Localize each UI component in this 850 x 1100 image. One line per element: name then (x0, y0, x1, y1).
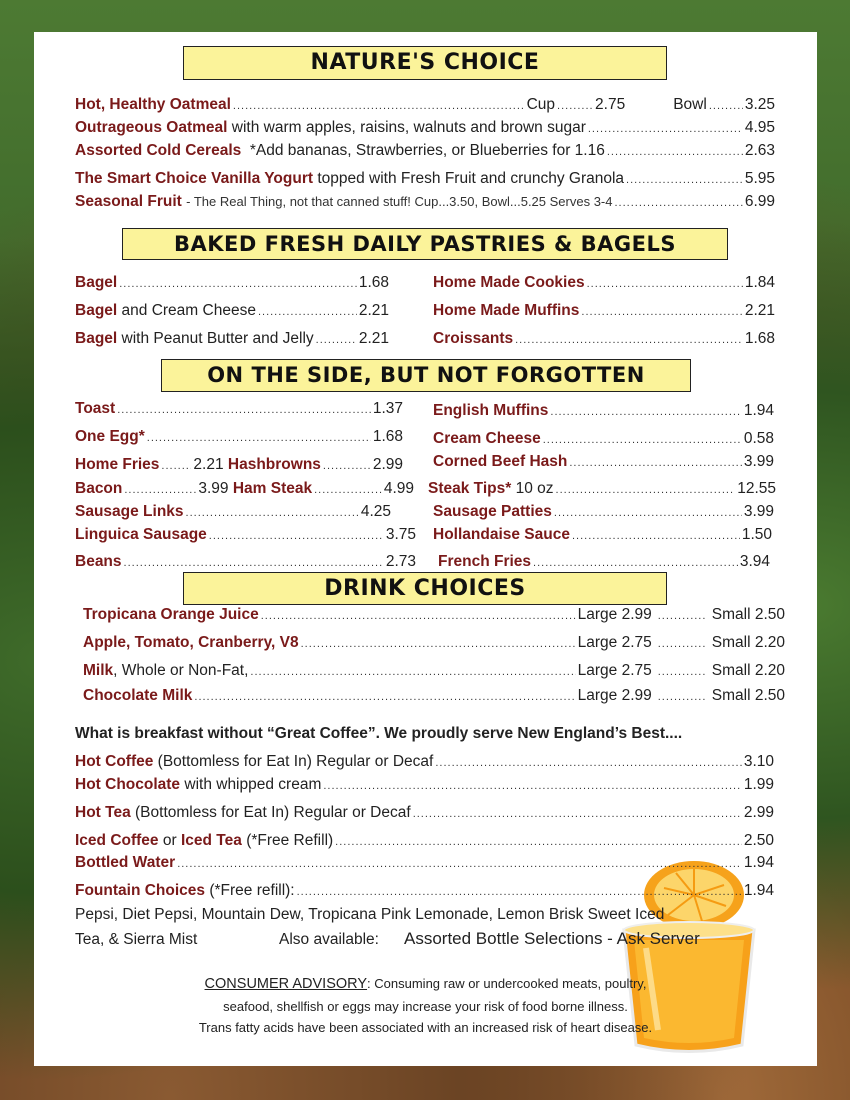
drink-item-hot-coffee (75, 753, 774, 771)
sides-header: ON THE SIDE, BUT NOT FORGOTTEN (161, 359, 691, 392)
cup-label: Cup (526, 96, 556, 113)
item-name: Hot, Healthy Oatmeal (75, 96, 231, 113)
item-desc: topped with Fresh Fruit and crunchy Granola (317, 170, 625, 187)
side-item-home-fries (75, 456, 403, 474)
menu-item-yogurt (75, 170, 775, 188)
item-name: English Muffins (433, 402, 549, 419)
dot-leader (435, 757, 741, 769)
item-price: 1.94 (743, 882, 774, 899)
item-desc: (Bottomless for Eat In) Regular or Decaf (157, 753, 434, 770)
item-price: 1.68 (372, 428, 403, 445)
item-price: 1.37 (372, 400, 403, 417)
item-name: Ham Steak (232, 480, 313, 497)
dot-leader (607, 146, 743, 158)
item-name: Linguica Sausage (75, 526, 207, 543)
pastries-header: BAKED FRESH DAILY PASTRIES & BAGELS (122, 228, 728, 260)
item-name: Corned Beef Hash (433, 453, 568, 470)
item-name: The Smart Choice Vanilla Yogurt (75, 170, 314, 187)
item-price: 3.99 (743, 503, 774, 520)
item-name: Hot Tea (75, 804, 131, 821)
item-name: Assorted Cold Cereals (75, 142, 242, 159)
dot-leader (323, 780, 741, 792)
dot-leader (147, 432, 371, 444)
dot-leader (297, 886, 742, 898)
also-available-label: Also available: (279, 931, 379, 948)
dot-leader (209, 530, 384, 542)
item-name: Hashbrowns (227, 456, 321, 473)
bowl-label: Bowl (673, 96, 707, 113)
advisory-line3: Trans fatty acids have been associated with an increased risk of heart disease. (198, 1020, 653, 1035)
advisory-line2: seafood, shellfish or eggs may increase your risk of food borne illness. (223, 999, 628, 1014)
fountain-list-line1: Pepsi, Diet Pepsi, Mountain Dew, Tropicana Pink Lemonade, Lemon Brisk Sweet Iced (75, 906, 665, 923)
item-price: 1.84 (744, 274, 775, 291)
dot-leader (161, 460, 191, 472)
dot-leader (261, 610, 576, 622)
item-name: Chocolate Milk (83, 687, 193, 704)
item-name: Sausage Links (75, 503, 184, 520)
item-name: Outrageous Oatmeal (75, 119, 228, 136)
item-name: Milk (83, 662, 114, 679)
side-item-cream-cheese (433, 430, 774, 448)
item-name: Home Made Muffins (433, 302, 580, 319)
dot-leader (569, 457, 741, 469)
drink-item-apple-tomato (83, 634, 785, 652)
dot-leader (335, 836, 742, 848)
small-label: Small (711, 687, 751, 704)
item-name: Beans (75, 553, 122, 570)
item-price: 3.10 (743, 753, 774, 770)
item-price: 12.55 (737, 480, 776, 497)
dot-leader (550, 406, 741, 418)
dot-leader (233, 100, 525, 112)
item-name: Bagel (75, 302, 118, 319)
drink-item-hot-chocolate (75, 776, 774, 794)
side-item-egg (75, 428, 403, 446)
item-name: Croissants (433, 330, 514, 347)
item-price: 0.58 (743, 430, 774, 447)
item-price: 2.73 (385, 553, 416, 570)
drink-item-iced (75, 832, 774, 850)
menu-item-cold-cereals (75, 142, 775, 160)
large-label: Large (577, 662, 618, 679)
item-price: 3.99 (743, 453, 774, 470)
dot-leader (658, 691, 706, 703)
small-label: Small (711, 634, 751, 651)
item-desc: , Whole or Non-Fat, (113, 662, 249, 679)
item-desc: *Add bananas, Strawberries, or Blueberries for 1.16 (249, 142, 605, 159)
drink-item-chocolate-milk (83, 687, 785, 705)
dot-leader (515, 334, 743, 346)
item-name: Toast (75, 400, 116, 417)
item-price: 2.50 (743, 832, 774, 849)
drink-item-milk (83, 662, 785, 680)
item-name: Home Made Cookies (433, 274, 585, 291)
dot-leader (554, 507, 742, 519)
item-price: 2.99 (743, 804, 774, 821)
item-price: 1.68 (358, 274, 389, 291)
side-item-sausage-patties (433, 503, 774, 521)
dot-leader (543, 434, 742, 446)
advisory-line1: : Consuming raw or undercooked meats, poultry, (367, 976, 647, 991)
menu-item-outrageous-oatmeal (75, 119, 775, 137)
coffee-tagline: What is breakfast without “Great Coffee”. We proudly serve New England’s Best.... (75, 725, 683, 742)
item-name: Iced Tea (180, 832, 242, 849)
item-name: Hollandaise Sauce (433, 526, 570, 543)
dot-leader (250, 666, 575, 678)
item-price: 1.94 (743, 854, 774, 871)
dot-leader (658, 638, 706, 650)
item-name: Bacon (75, 480, 123, 497)
item-price: 2.21 (193, 456, 224, 473)
item-desc: with Peanut Butter and Jelly (121, 330, 314, 347)
dot-leader (258, 306, 357, 318)
item-price: 2.99 (372, 456, 403, 473)
item-name: One Egg* (75, 428, 145, 445)
item-desc: with whipped cream (184, 776, 322, 793)
large-label: Large (577, 606, 618, 623)
side-item-beans (75, 553, 416, 571)
item-name: French Fries (438, 553, 532, 570)
small-price: 2.50 (754, 687, 785, 704)
dot-leader (658, 666, 706, 678)
side-item-steak-tips (428, 480, 776, 498)
dot-leader (533, 557, 738, 569)
item-price: 1.68 (744, 330, 775, 347)
dot-leader (572, 530, 740, 542)
item-desc: (*Free Refill) (246, 832, 334, 849)
natures-choice-header: NATURE'S CHOICE (183, 46, 667, 80)
item-price: 3.99 (198, 480, 229, 497)
item-name: Sausage Patties (433, 503, 552, 520)
item-desc: (*Free refill): (209, 882, 295, 899)
item-price: 1.99 (743, 776, 774, 793)
item-name: Bottled Water (75, 854, 176, 871)
pastry-item-bagel-cream-cheese (75, 302, 389, 320)
large-price: 2.99 (621, 687, 652, 704)
item-connector: or (162, 832, 177, 849)
dot-leader (581, 306, 742, 318)
side-item-corned-beef (433, 453, 774, 471)
large-label: Large (577, 687, 618, 704)
item-price: 2.63 (744, 142, 775, 159)
dot-leader (556, 484, 736, 496)
item-price: 4.25 (360, 503, 391, 520)
item-desc: and Cream Cheese (121, 302, 256, 319)
dot-leader (587, 278, 743, 290)
dot-leader (615, 197, 743, 209)
side-item-hollandaise (433, 526, 772, 544)
item-name: Tropicana Orange Juice (83, 606, 259, 623)
side-item-english-muffins (433, 402, 774, 420)
large-price: 2.99 (621, 606, 652, 623)
fountain-list-line2: Tea, & Sierra Mist (75, 931, 198, 948)
item-desc: 10 oz (515, 480, 554, 497)
dot-leader (194, 691, 575, 703)
small-price: 2.20 (754, 662, 785, 679)
small-price: 2.20 (754, 634, 785, 651)
cup-price: 2.75 (595, 96, 626, 113)
side-item-french-fries (438, 553, 770, 571)
small-price: 2.50 (754, 606, 785, 623)
item-price: 2.21 (358, 302, 389, 319)
item-desc: with warm apples, raisins, walnuts and brown sugar (231, 119, 586, 136)
dot-leader (323, 460, 371, 472)
dot-leader (177, 858, 742, 870)
dot-leader (186, 507, 359, 519)
dot-leader (124, 484, 196, 496)
item-name: Hot Chocolate (75, 776, 181, 793)
dot-leader (413, 808, 742, 820)
item-price: 3.75 (385, 526, 416, 543)
side-item-sausage-links (75, 503, 391, 521)
item-price: 3.94 (739, 553, 770, 570)
large-label: Large (577, 634, 618, 651)
item-name: Hot Coffee (75, 753, 154, 770)
drink-item-bottled-water (75, 854, 774, 872)
item-price: 1.94 (743, 402, 774, 419)
dot-leader (588, 123, 743, 135)
item-desc: (Bottomless for Eat In) Regular or Decaf (135, 804, 411, 821)
pastry-item-bagel (75, 274, 389, 292)
drinks-header: DRINK CHOICES (183, 572, 667, 605)
dot-leader (301, 638, 576, 650)
advisory-heading: CONSUMER ADVISORY (204, 976, 368, 992)
item-name: Iced Coffee (75, 832, 159, 849)
dot-leader (709, 100, 743, 112)
side-item-toast (75, 400, 403, 418)
large-price: 2.75 (621, 634, 652, 651)
pastry-item-bagel-pbj (75, 330, 389, 348)
consumer-advisory (34, 976, 817, 992)
menu-item-seasonal-fruit (75, 193, 775, 211)
menu-page (34, 32, 817, 1066)
item-name: Bagel (75, 330, 118, 347)
dot-leader (124, 557, 384, 569)
dot-leader (626, 174, 743, 186)
dot-leader (117, 404, 371, 416)
dot-leader (119, 278, 357, 290)
item-price: 5.95 (744, 170, 775, 187)
dot-leader (316, 334, 357, 346)
menu-item-oatmeal (75, 96, 775, 114)
item-price: 6.99 (744, 193, 775, 210)
side-item-linguica (75, 526, 416, 544)
item-name: Cream Cheese (433, 430, 541, 447)
item-name: Fountain Choices (75, 882, 206, 899)
drink-item-fountain (75, 882, 774, 900)
pastry-item-cookies (433, 274, 775, 292)
item-price: 1.50 (741, 526, 772, 543)
pastry-item-croissants (433, 330, 775, 348)
also-available-value: Assorted Bottle Selections - Ask Server (404, 929, 700, 948)
item-name: Home Fries (75, 456, 160, 473)
item-price: 4.99 (383, 480, 414, 497)
item-name: Bagel (75, 274, 118, 291)
pastry-item-muffins (433, 302, 775, 320)
item-price: 2.21 (744, 302, 775, 319)
small-label: Small (711, 662, 751, 679)
dot-leader (314, 484, 382, 496)
dot-leader (557, 100, 593, 112)
item-price: 2.21 (358, 330, 389, 347)
drink-item-orange-juice (83, 606, 785, 624)
item-price: 4.95 (744, 119, 775, 136)
bowl-price: 3.25 (744, 96, 775, 113)
item-name: Apple, Tomato, Cranberry, V8 (83, 634, 299, 651)
side-item-bacon (75, 480, 414, 498)
item-name: Steak Tips* (428, 480, 512, 497)
large-price: 2.75 (621, 662, 652, 679)
item-desc: - The Real Thing, not that canned stuff! Cup...3.50, Bowl...5.25 Serves 3-4 (186, 194, 613, 209)
drink-item-hot-tea (75, 804, 774, 822)
dot-leader (658, 610, 706, 622)
small-label: Small (711, 606, 751, 623)
item-name: Seasonal Fruit (75, 193, 182, 210)
